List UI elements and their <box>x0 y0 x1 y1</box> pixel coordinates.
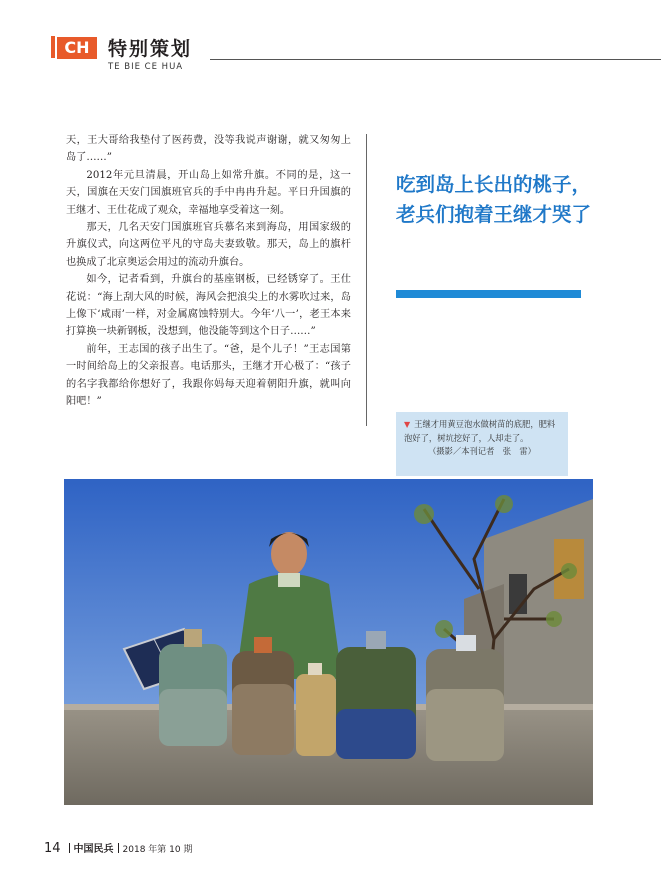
logo-text: CH <box>57 37 97 59</box>
article-paragraph: 天，王大哥给我垫付了医药费，没等我说声谢谢，就又匆匆上岛了……” <box>66 135 351 164</box>
section-logo <box>51 36 103 58</box>
article-body <box>66 132 351 411</box>
footer-divider <box>118 843 119 853</box>
logo-accent-bar <box>51 36 55 58</box>
issue-label: 2018 年第 10 期 <box>122 845 193 855</box>
photo-woman-with-fertilizer-jugs <box>64 479 593 805</box>
footer-divider <box>69 843 70 853</box>
triangle-down-icon: ▼ <box>404 420 411 429</box>
pull-quote-bar <box>396 290 581 298</box>
header-divider <box>210 59 661 60</box>
column-divider <box>366 134 367 426</box>
article-paragraph: 那天，几名天安门国旗班官兵慕名来到海岛，用国家级的升旗仪式，向这两位平凡的守岛夫妻致敬。那天，岛上的旗杆也换成了北京奥运会用过的流动升旗台。 <box>66 222 351 268</box>
caption-text: 王继才用黄豆泡水做树苗的底肥，肥料泡好了，树坑挖好了，人却走了。 <box>404 419 556 443</box>
photo-credit: （摄影／本刊记者 张 雷） <box>428 446 536 456</box>
section-pinyin: TE BIE CE HUA <box>108 62 184 72</box>
page-footer <box>44 840 193 856</box>
page-number: 14 <box>44 841 61 856</box>
article-paragraph: 如今，记者看到，升旗台的基座钢板，已经锈穿了。王仕花说：“海上刮大风的时候，海风会把浪尖上的水雾吹过来，岛上像下‘咸雨’一样，对金属腐蚀特别大。今年‘八一’，老王本来打算换一块新钢板，没想到，他没能等到这个日子……” <box>66 274 351 338</box>
pull-quote: 吃到岛上长出的桃子，老兵们抱着王继才哭了 <box>396 173 592 226</box>
magazine-name: 中国民兵 <box>73 844 114 855</box>
section-title: 特别策划 <box>108 38 193 60</box>
article-paragraph: 前年，王志国的孩子出生了。“爸，是个儿子！”王志国第一时间给岛上的父亲报喜。电话那头，王继才开心极了：“孩子的名字我都给你想好了，我跟你妈每天迎着朝阳升旗，就叫向阳吧！” <box>66 343 351 408</box>
article-paragraph: 2012年元旦清晨，开山岛上如常升旗。不同的是，这一天，国旗在天安门国旗班官兵的手中冉冉升起。平日升国旗的王继才、王仕花成了观众，幸福地享受着这一刻。 <box>66 169 351 216</box>
photo-caption <box>396 412 568 476</box>
